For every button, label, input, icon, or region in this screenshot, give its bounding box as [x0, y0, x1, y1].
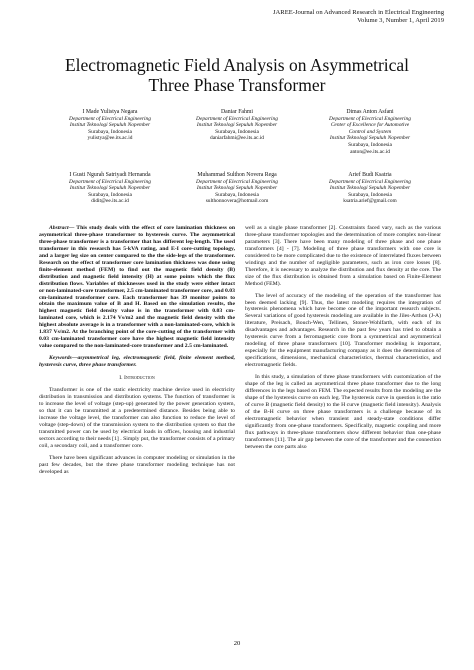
author-dept: Department of Electrical Engineering — [69, 178, 151, 185]
keywords-lead: Keywords — [49, 355, 72, 362]
section-heading: I. Introduction — [119, 375, 155, 382]
paragraph: In this study, a simulation of three phase transformers with customization of the shape of the leg is called an asymmetrical three phase transformer due to the long differences in the legs based on FEM. The expected results from the modeling are the shape of the hysteresis curve on each leg. The hysteresis curve in question is the ratio of curve B (magnetic field density) to the H curve (magnetic field intensity). Analysis of the B-H curve on three phase transformers is a challenge because of its electromagnetic behavior when transient and steady-state conditions differ significantly from one-phase transformers. Specifically, magnetic coupling and more flux pathways in three-phase transformers show different behavior than one-phase transformers [11]. The air gap between the core of the transformer and the connection between the core parts also — [245, 374, 441, 450]
author-city: Surabaya, Indonesia — [348, 141, 392, 148]
paragraph: The level of accuracy of the modeling of the operation of the transformer has been deemed lacking [9]. Thus, the latest modeling requires the integration of hysteresis phenomena which have become one of the important research subjects. Several variations of good hysteresis modeling are available in the Jiles-Arthon (J-A) literature, Preisach, Bouch-Wen, Tellinen, Stoner-Wohlfarth, with each of its disadvantages and advantages. Research in the past few years has tried to obtain a hysteresis curve from a ferromagnetic core from a symmetrical and asymmetrical modeling of three phase transformers [10]. Transformer modeling is important, especially for the equipment manufacturing company as it does the determination of specifications, dimensions, mechanical characteristics, thermal characteristics, and electromagnetic fields. — [245, 292, 441, 369]
author-name: I Gusti Ngurah Satriyadi Hernanda — [69, 172, 151, 178]
author-block-6 — [300, 172, 440, 205]
author-city: Surabaya, Indonesia — [88, 128, 132, 135]
author-email[interactable]: yulistya@ee.its.ac.id — [87, 135, 133, 142]
author-name: Daniar Fahmi — [220, 109, 254, 115]
abstract — [39, 225, 235, 350]
author-block-5 — [167, 172, 307, 205]
author-institution: Institut Teknologi Sepuluh Nopember — [196, 185, 278, 192]
author-block-4 — [40, 172, 180, 205]
author-email[interactable]: ksatria.arief@gmail.com — [343, 198, 397, 205]
right-column — [245, 225, 441, 451]
page-number: 20 — [233, 640, 241, 647]
author-city: Surabaya, Indonesia — [215, 128, 259, 135]
author-institution: Institut Teknologi Sepuluh Nopember — [69, 185, 151, 192]
author-dept: Department of Electrical Engineering — [69, 115, 151, 122]
title-line-2: Three Phase Transformer — [148, 75, 326, 95]
author-name: I Made Yulistya Negara — [82, 109, 138, 115]
left-column — [39, 225, 235, 475]
paper-title — [20, 55, 454, 95]
abstract-text: — This study deals with the effect of core lamination thickness on asymmetrical three-phase transformer to hysteresis curve. The asymmetrical three-phase transformer is a transformer that has different leg-length. The used transformer in this research has 5-kVA rating, and E-I core-cutting topology, and a larger leg size on center compared to the the side-legs of the transformer. Research on the effect of transformer core lamination thickness was done using finite-element method (FEM) to find out the magnetic field density (B) distribution and magnetic field intensity (H) at some points which the flux distribution flows. Variables of thicknesses used in the study were either intact or non-laminated-core transformer, 2.5 cm-laminated transformer core, and 0.03 cm-laminated transformer core. Each transformer has 39 monitor points to obtain the maximum value of B and H. Based on the simulation results, the highest magnetic field density value is in the transformer with 0.03 cm-laminated core, which is 2.174 Vs/m2 and the magnetic field density with the highest absolute average is in a transformer with a non-laminated-core, which is 1.837 Vs/m2. At the branching point of the core-cutting of the transformer with 0.03 cm-laminated transformer core have the highest magnetic field intensity value compared to the non-laminated-core transformer and 2.5 cm-laminated. — [39, 225, 235, 350]
author-block-1 — [40, 109, 180, 142]
author-name: Arief Budi Ksatria — [348, 172, 392, 178]
journal-volume: Volume 3, Number 1, April 2019 — [357, 17, 444, 25]
author-email[interactable]: anton@ee.its.ac.id — [350, 148, 390, 155]
journal-header — [273, 9, 444, 25]
author-email[interactable]: sulthonnovera@hotmail.com — [205, 198, 269, 205]
journal-name: JAREE-Journal on Advanced Research in Electrical Engineering — [272, 9, 444, 16]
keywords — [39, 355, 235, 369]
author-city: Surabaya, Indonesia — [348, 191, 392, 198]
author-dept: Department of Electrical Engineering — [329, 178, 411, 185]
author-center-2: Control and System — [348, 128, 392, 135]
author-dept: Department of Electrical Engineering — [329, 115, 411, 122]
author-dept: Department of Electrical Engineering — [196, 178, 278, 185]
author-center: Center of Excellence for Automotive — [330, 122, 410, 129]
title-line-1: Electromagnetic Field Analysis on Asymmetrical — [64, 55, 410, 75]
keywords-text: —asymmetrical leg, electromagnetic field, finite element method, hysteresis curve, three phase transformer. — [39, 355, 235, 369]
author-dept: Department of Electrical Engineering — [196, 115, 278, 122]
paragraph: Transformer is one of the static electricity machine device used in electricity distribution in transmission and distribution systems. The function of transformer is to increase the level of voltage (step-up) generated by the power generation system, so that it can be transmitted at a predetermined distance. Besides being able to increase the voltage level, the transformer can also function to reduce the level of voltage (step-down) of the transmission system to the distribution system so that the transmitted power can be used by electrical loads in offices, housing and industrial sectors according to their needs [1] . Simply put, the transformer consists of a primary coil, a secondary coil, and a transformer core. — [39, 387, 235, 449]
author-block-3 — [300, 109, 440, 155]
author-institution: Institut Teknologi Sepuluh Nopember — [196, 122, 278, 129]
author-name: Muhammad Sulthon Novera Rega — [197, 172, 277, 178]
author-institution: Institut Teknologi Sepuluh Nopember — [329, 135, 411, 142]
author-email[interactable]: daniarfahmi@ee.its.ac.id — [210, 135, 264, 142]
author-block-2 — [167, 109, 307, 142]
author-institution: Institut Teknologi Sepuluh Nopember — [329, 185, 411, 192]
author-institution: Institut Teknologi Sepuluh Nopember — [69, 122, 151, 129]
author-email[interactable]: didit@ee.its.ac.id — [91, 198, 129, 205]
author-city: Surabaya, Indonesia — [88, 191, 132, 198]
abstract-lead: Abstract — [49, 225, 69, 231]
paragraph: well as a single phase transformer [2]. Constraints faced vary, such as the various three-phase transformer topologies and the determination of more complex non-linear parameters [3]. There have been many modeling of three phase and one phase transformers [4] - [7]. Modeling of three phase transformers with one core is considered to be more complicated due to the existence of interrelated fluxes between windings and the number of negligible parameters, such as iron core losses [8]. Therefore, it is necessary to analyze the distribution and flux density at the core. The size of the flux distribution is obtained from a simulation based on Finite-Element Method (FEM). — [245, 225, 441, 287]
paragraph: There have been significant advances in computer modeling or simulation in the past few decades, but the three phase transformer modeling technique has not developed as — [39, 454, 235, 475]
author-city: Surabaya, Indonesia — [215, 191, 259, 198]
author-name: Dimas Anton Asfani — [346, 109, 394, 115]
